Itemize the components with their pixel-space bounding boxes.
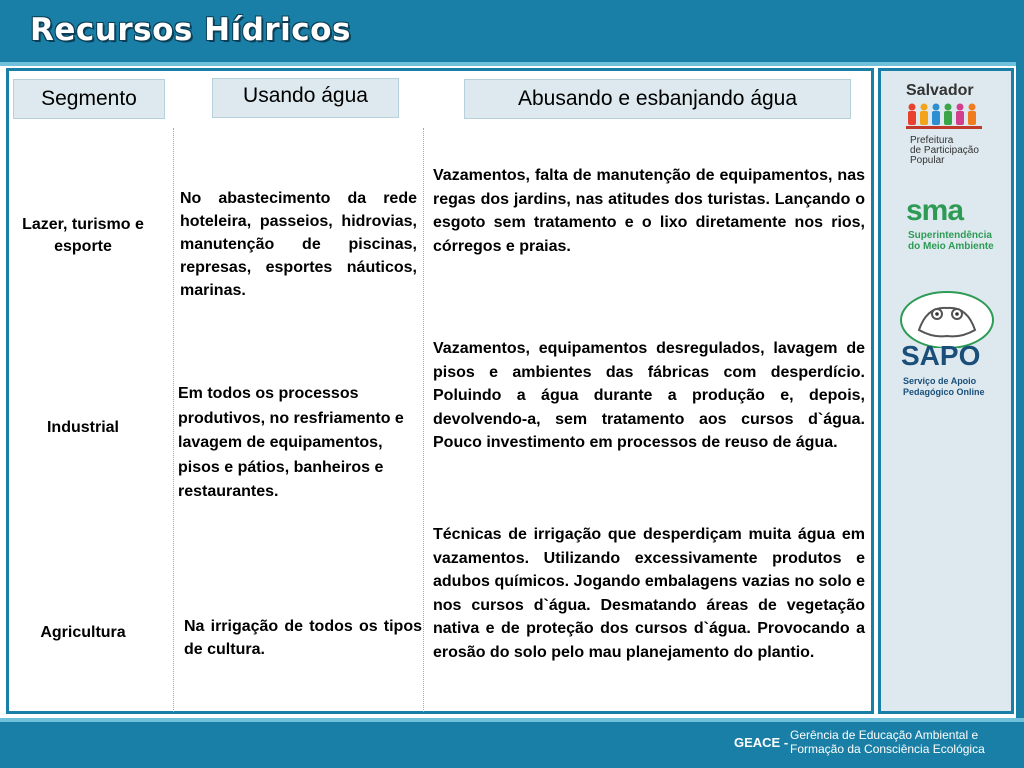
using-industrial: Em todos os processos produtivos, no resfriamento e lavagem de equipamentos, pisos e pátios, banheiros e restaurantes. bbox=[178, 385, 404, 500]
title-bar-band bbox=[0, 62, 1024, 66]
salvador-line2: de Participação bbox=[910, 145, 979, 156]
salvador-line3: Popular bbox=[910, 155, 945, 166]
column-header-segmento: Segmento bbox=[13, 79, 165, 119]
segment-agricultura: Agricultura bbox=[40, 624, 126, 641]
column-divider-1 bbox=[173, 128, 174, 712]
salvador-logo bbox=[900, 82, 996, 168]
salvador-line1: Prefeitura bbox=[910, 135, 954, 146]
people-icon bbox=[904, 102, 990, 132]
using-lazer: No abastecimento da rede hoteleira, passeios, hidrovias, manutenção de piscinas, represas, esportes náuticos, marinas. bbox=[180, 190, 417, 299]
segment-lazer: Lazer, turismo e esporte bbox=[22, 216, 144, 255]
using-agricultura: Na irrigação de todos os tipos de cultura. bbox=[184, 618, 422, 658]
sapo-line1: Serviço de Apoio bbox=[903, 376, 977, 386]
sma-line1: Superintendência bbox=[908, 230, 992, 241]
abusing-lazer: Vazamentos, falta de manutenção de equipamentos, nas regas dos jardins, nas atitudes dos turistas. Lançando o esgoto sem tratamento e o lixo diretamente nos rios, córregos e praias. bbox=[433, 167, 865, 255]
footer-line1: Gerência de Educação Ambiental e bbox=[790, 728, 979, 742]
sapo-logo bbox=[897, 288, 997, 404]
sma-name: sma bbox=[906, 194, 964, 227]
abusing-agricultura: Técnicas de irrigação que desperdiçam muita água em vazamentos. Utilizando excessivamente produtos e adubos químicos. Jogando embalagens vazias no solo e nos cursos d`água. Desmatando áreas de vegetação nativa e de proteção dos cursos d`água. Provocando a erosão do solo pelo mau planejamento do plantio. bbox=[433, 526, 865, 661]
frog-icon bbox=[897, 288, 997, 348]
abusing-industrial: Vazamentos, equipamentos desregulados, lavagem de pisos e ambientes das fábricas com desperdício. Poluindo a água durante a produção e, depois, devolvendo-a, sem tratamento aos cursos d`água. Pouco investimento em processos de reuso de água. bbox=[433, 340, 865, 451]
segment-industrial: Industrial bbox=[46, 419, 119, 436]
sapo-line2: Pedagógico Online bbox=[903, 387, 985, 397]
footer-line2: Formação da Consciência Ecológica bbox=[790, 742, 985, 756]
footer-band bbox=[0, 718, 1024, 722]
sma-logo bbox=[902, 194, 998, 256]
column-header-abusando: Abusando e esbanjando água bbox=[464, 79, 851, 119]
sapo-name: SAPO bbox=[901, 340, 981, 371]
column-header-usando: Usando água bbox=[212, 78, 399, 118]
slide-title: Recursos Hídricos bbox=[30, 12, 351, 48]
sma-line2: do Meio Ambiente bbox=[908, 241, 994, 252]
right-edge-strip bbox=[1016, 0, 1024, 768]
salvador-name: Salvador bbox=[906, 82, 974, 99]
footer-org: GEACE - bbox=[734, 735, 789, 750]
column-divider-2 bbox=[423, 128, 424, 712]
footer-description bbox=[790, 728, 985, 756]
